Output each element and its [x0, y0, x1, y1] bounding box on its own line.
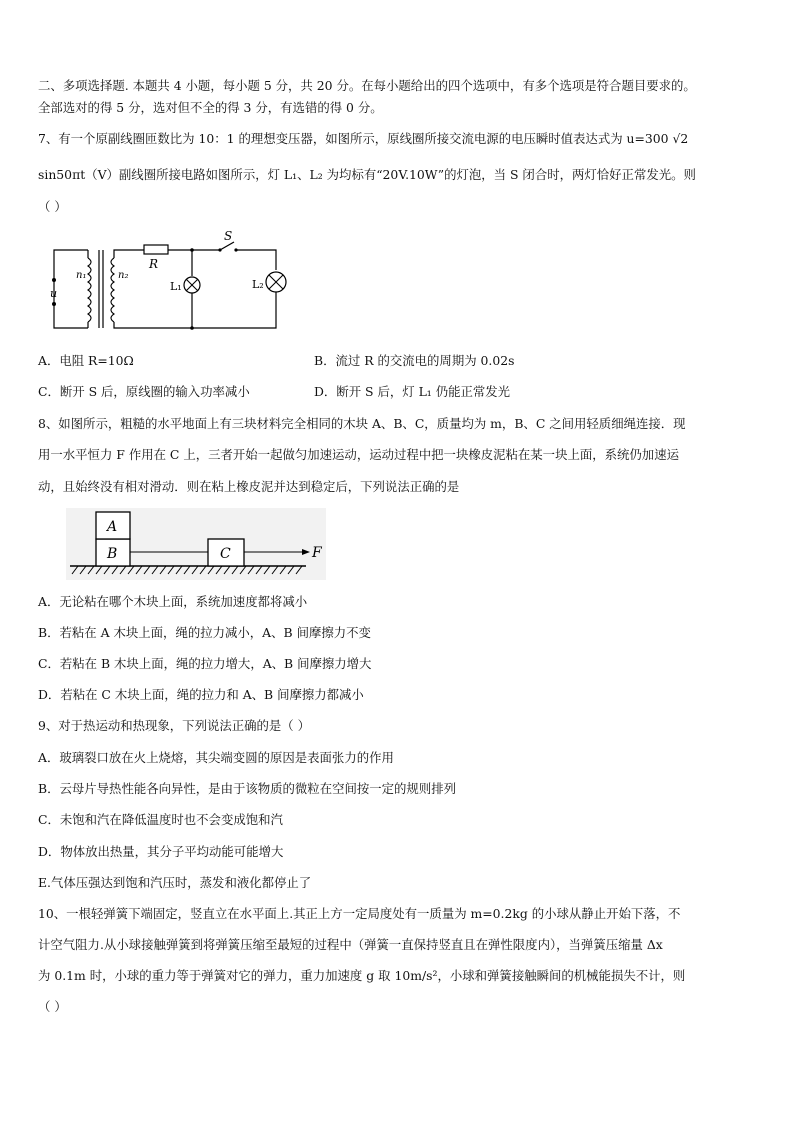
block-b-label: B: [107, 546, 118, 562]
block-a-label: A: [107, 519, 118, 535]
block-c-label: C: [220, 546, 231, 562]
q9-option-c: C．未饱和汽在降低温度时也不会变成饱和汽: [38, 812, 283, 827]
q7-stem-line2: sin50πt（V）副线圈所接电路如图所示，灯 L₁、L₂ 为均标有“20V.10W”的灯泡，当 S 闭合时，两灯恰好正常发光。则: [38, 167, 696, 182]
coil-label-n1: n₁: [76, 270, 87, 281]
q10-stem-line4: （ ）: [38, 999, 67, 1014]
q7-transformer-circuit-figure: [44, 228, 304, 334]
section-header-line1: 二、多项选择题. 本题共 4 小题，每小题 5 分，共 20 分。在每小题给出的四个选项中，有多个选项是符合题目要求的。: [38, 78, 696, 93]
q8-option-a: A．无论粘在哪个木块上面，系统加速度都将减小: [38, 594, 308, 609]
q7-option-d: D．断开 S 后，灯 L₁ 仍能正常发光: [314, 384, 511, 399]
q7-stem-line3: （ ）: [38, 199, 67, 214]
force-label: F: [312, 545, 322, 561]
q7-options-row2: [38, 384, 511, 400]
switch-s: [220, 242, 234, 250]
q7-stem-line1: 7、有一个原副线圈匝数比为 10：1 的理想变压器，如图所示，原线圈所接交流电源的电压瞬时值表达式为 u=300 √2: [38, 131, 689, 146]
switch-label: S: [224, 229, 233, 243]
q9-stem: 9、对于热运动和热现象，下列说法正确的是（ ）: [38, 718, 311, 733]
q8-blocks-figure: [66, 508, 326, 580]
coil-label-n2: n₂: [118, 270, 129, 281]
q8-stem-line2: 用一水平恒力 F 作用在 C 上，三者开始一起做匀加速运动，运动过程中把一块橡皮泥粘在某一块上面，系统仍加速运: [38, 447, 679, 462]
q8-stem-line1: 8、如图所示，粗糙的水平地面上有三块材料完全相同的木块 A、B、C，质量均为 m，B、C 之间用轻质细绳连接．现: [38, 416, 686, 431]
q8-option-b: B．若粘在 A 木块上面，绳的拉力减小，A、B 间摩擦力不变: [38, 625, 371, 640]
q10-stem-line2: 计空气阻力.从小球接触弹簧到将弹簧压缩至最短的过程中（弹簧一直保持竖直且在弹性限度内），当弹簧压缩量 Δx: [38, 937, 663, 952]
q10-stem-line1: 10、一根轻弹簧下端固定，竖直立在水平面上.其正上方一定局度处有一质量为 m=0.2kg 的小球从静止开始下落，不: [38, 906, 681, 921]
resistor-r: [144, 245, 168, 254]
q8-option-c: C．若粘在 B 木块上面，绳的拉力增大，A、B 间摩擦力增大: [38, 656, 372, 671]
resistor-label: R: [149, 257, 159, 271]
lamp-l1-label: L₁: [170, 280, 182, 293]
lamp-l2-label: L₂: [252, 278, 264, 291]
source-label-u: u: [50, 287, 58, 300]
q10-stem-line3: 为 0.1m 时，小球的重力等于弹簧对它的弹力，重力加速度 g 取 10m/s²，小球和弹簧接触瞬间的机械能损失不计，则: [38, 968, 686, 983]
q7-option-a: A．电阻 R=10Ω: [38, 353, 134, 368]
q9-option-e: E.气体压强达到饱和汽压时，蒸发和液化都停止了: [38, 875, 312, 890]
q8-stem-line3: 动，且始终没有相对滑动．则在粘上橡皮泥并达到稳定后，下列说法正确的是: [38, 479, 460, 494]
q7-options-row1: [38, 353, 515, 369]
q7-option-c: C．断开 S 后，原线圈的输入功率减小: [38, 384, 250, 399]
q9-option-d: D．物体放出热量，其分子平均动能可能增大: [38, 844, 284, 859]
section-header-line2: 全部选对的得 5 分，选对但不全的得 3 分，有选错的得 0 分。: [38, 100, 383, 115]
q9-option-a: A．玻璃裂口放在火上烧熔，其尖端变圆的原因是表面张力的作用: [38, 750, 394, 765]
q8-option-d: D．若粘在 C 木块上面，绳的拉力和 A、B 间摩擦力都减小: [38, 687, 364, 702]
q7-option-b: B．流过 R 的交流电的周期为 0.02s: [314, 353, 515, 368]
q9-option-b: B．云母片导热性能各向异性，是由于该物质的微粒在空间按一定的规则排列: [38, 781, 456, 796]
